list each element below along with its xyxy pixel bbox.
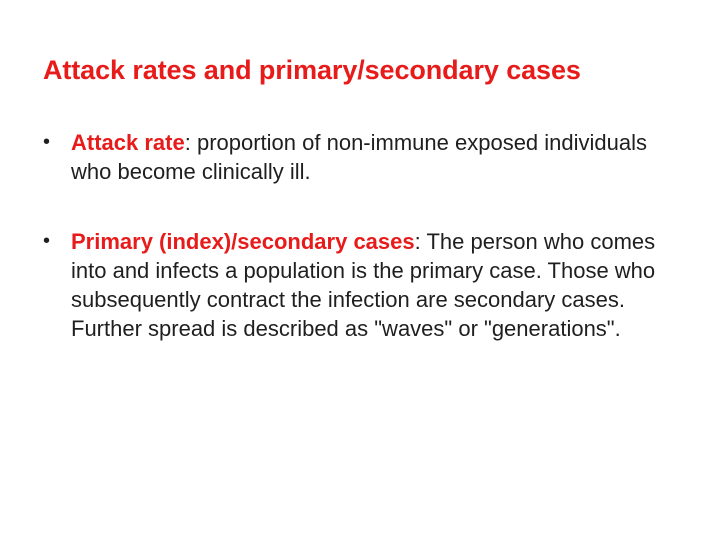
bullet-term: Primary (index)/secondary cases <box>71 229 415 254</box>
bullet-item-attack-rate <box>43 128 683 186</box>
bullet-list <box>43 128 683 384</box>
bullet-text: proportion of non-immune exposed individuals who become clinically ill. <box>71 130 647 184</box>
bullet-dot-icon: • <box>43 131 51 153</box>
bullet-separator: : <box>414 229 421 254</box>
bullet-separator: : <box>184 130 191 155</box>
bullet-dot-icon: • <box>43 230 51 252</box>
slide-title: Attack rates and primary/secondary cases <box>43 55 581 85</box>
bullet-term: Attack rate <box>71 130 185 155</box>
bullet-item-primary-secondary-cases <box>43 227 683 343</box>
bullet-text: The person who comes into and infects a population is the primary case. Those who subsequently contract the infection are secondary cases. Further spread is described as "waves" or "generations". <box>71 229 656 341</box>
